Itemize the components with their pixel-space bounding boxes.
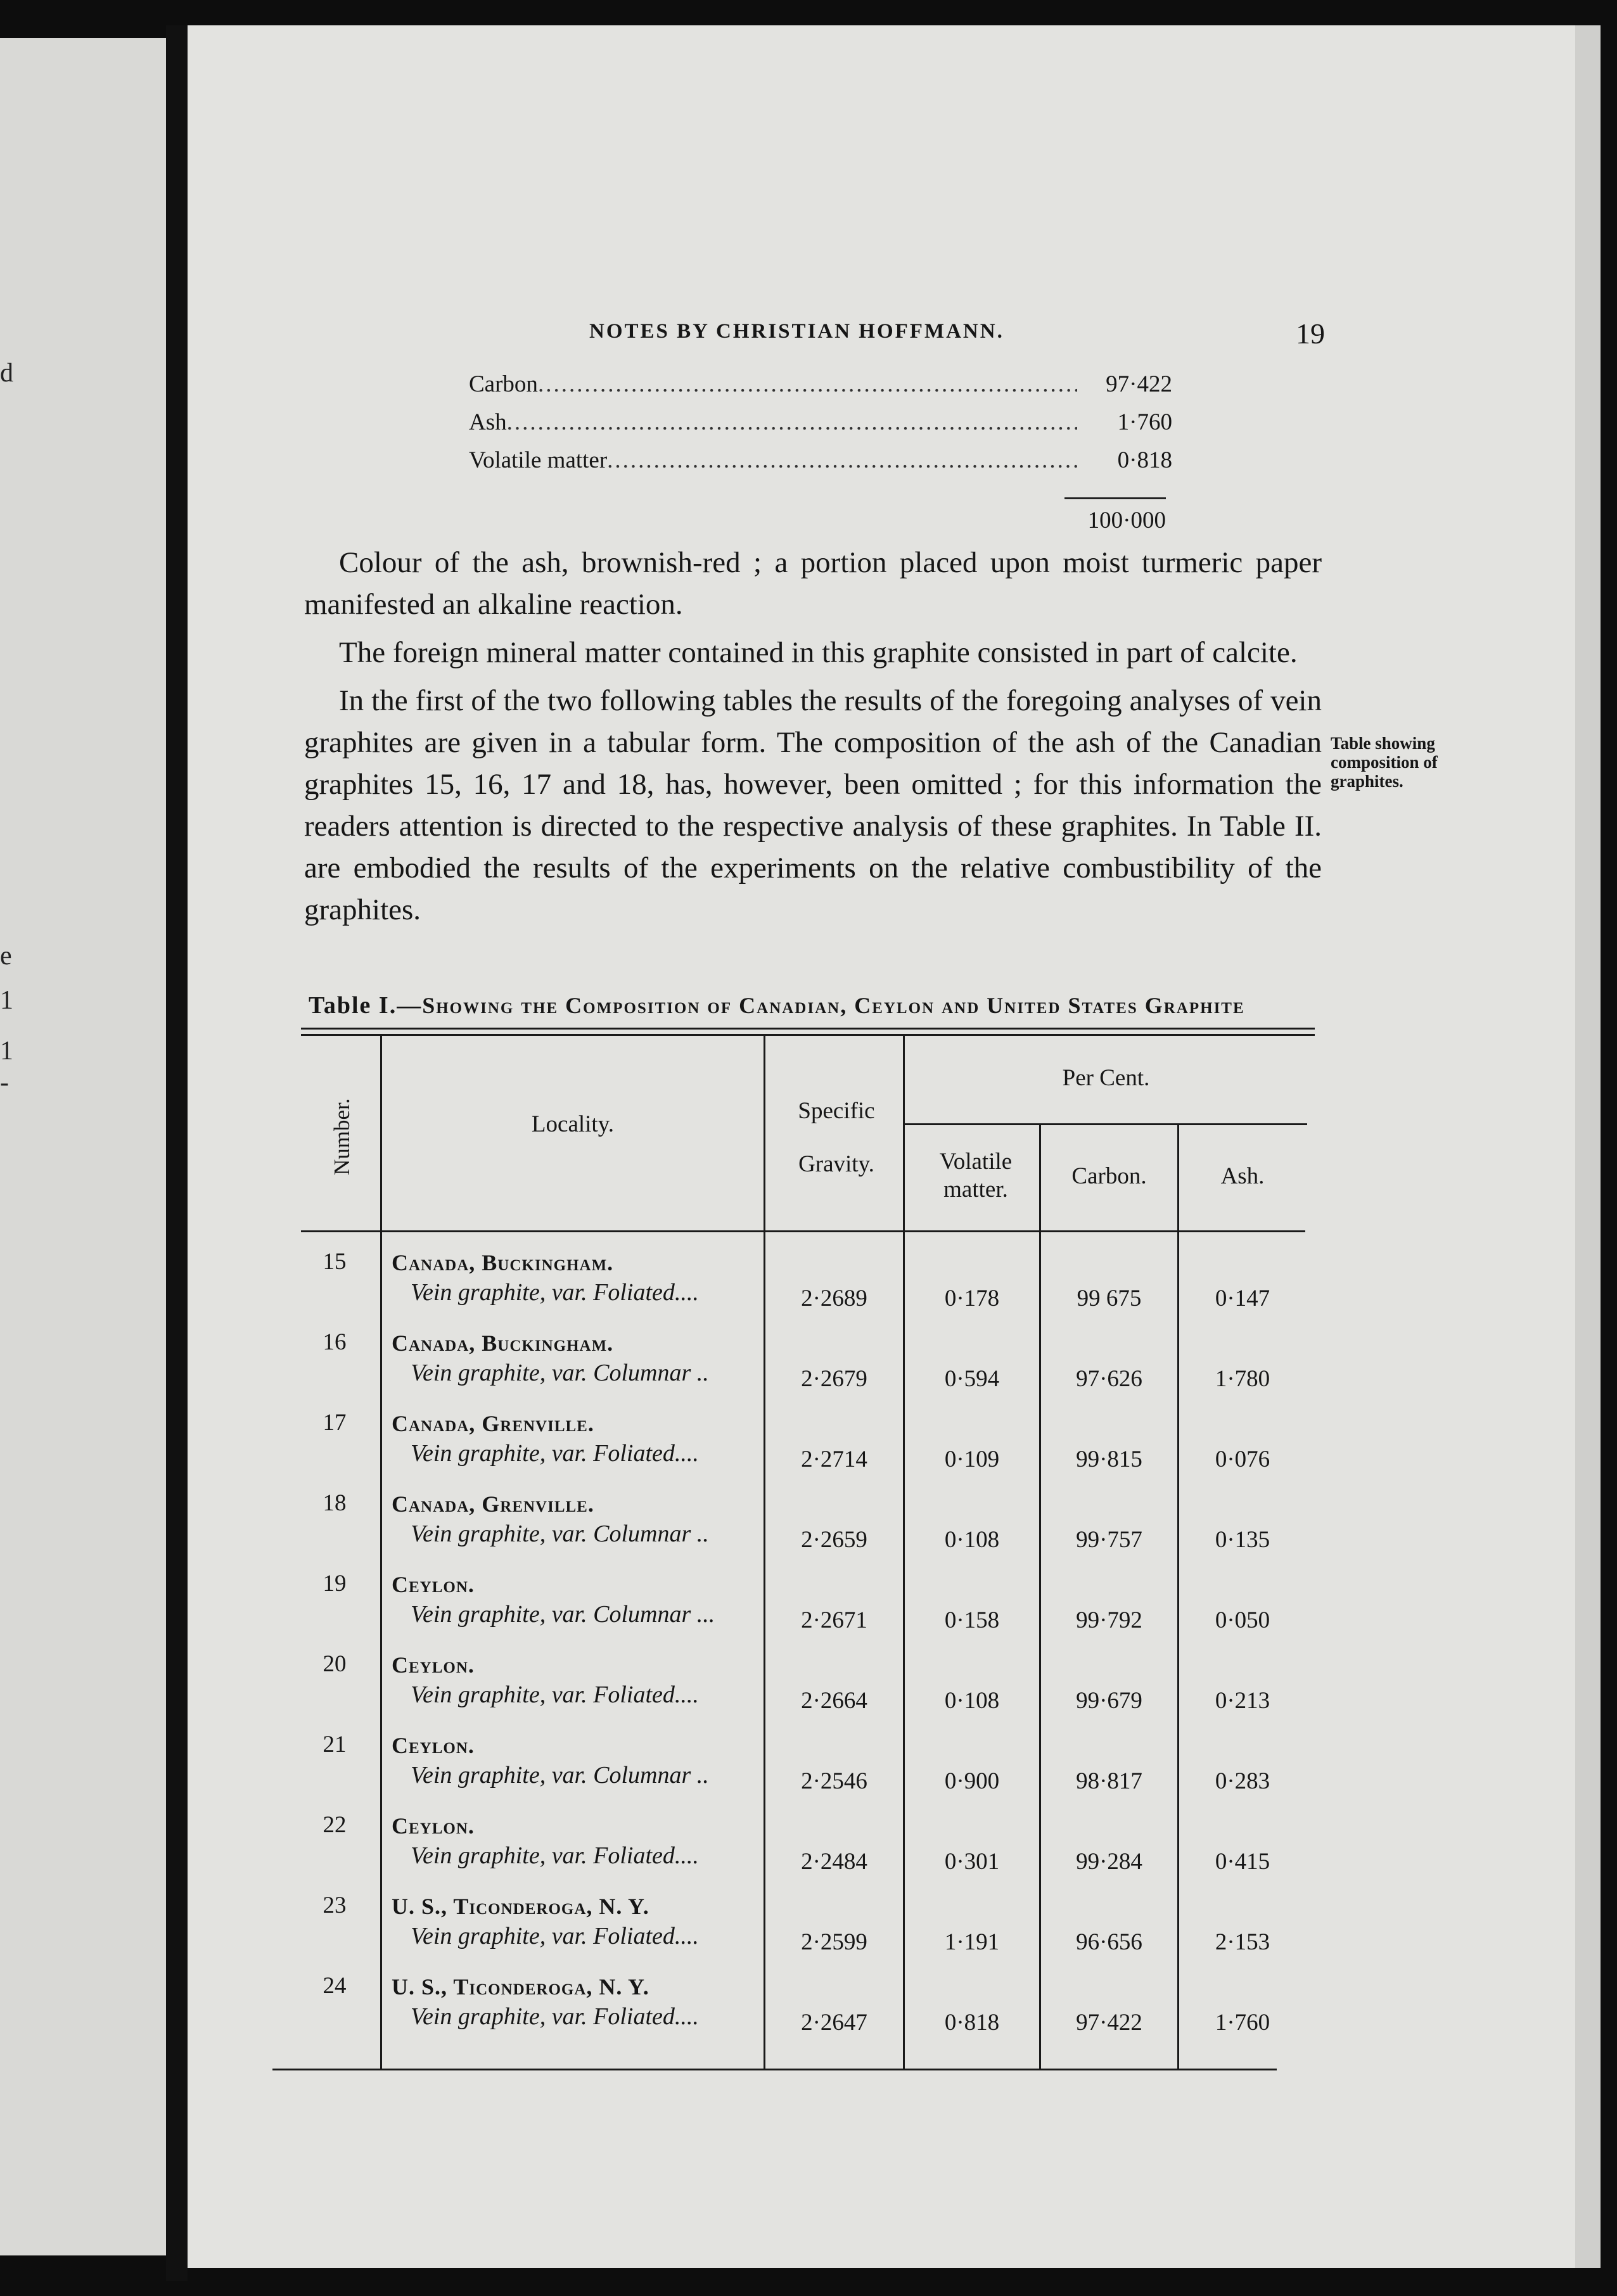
leader-dots — [507, 409, 1077, 436]
row-ash: 0·415 — [1215, 1849, 1270, 1875]
row-locality: U. S., Ticonderoga, N. Y. — [392, 1974, 649, 1999]
row-specific-gravity: 2·2689 — [801, 1285, 867, 1311]
left-page-fragment: e — [0, 941, 12, 971]
analysis-value: 0·818 — [1117, 447, 1172, 473]
row-volatile: 0·109 — [944, 1446, 1000, 1472]
row-variety: Vein graphite, var. Foliated.... — [411, 2003, 699, 2030]
row-specific-gravity: 2·2484 — [801, 1849, 867, 1875]
analysis-value: 1·760 — [1117, 409, 1172, 435]
table-title-text: Showing the Composition of Canadian, Ceylon and United States Graphite — [422, 993, 1245, 1018]
row-specific-gravity: 2·2647 — [801, 2010, 867, 2036]
row-volatile: 0·178 — [944, 1285, 1000, 1311]
row-number: 19 — [323, 1571, 347, 1597]
row-carbon: 99·815 — [1076, 1446, 1142, 1472]
header-carbon: Carbon. — [1071, 1163, 1147, 1189]
row-carbon: 98·817 — [1076, 1768, 1142, 1794]
row-carbon: 99·284 — [1076, 1849, 1142, 1875]
row-locality: Ceylon. — [392, 1652, 475, 1678]
leader-dots — [538, 371, 1077, 398]
row-number: 20 — [323, 1651, 347, 1677]
row-carbon: 97·626 — [1076, 1366, 1142, 1392]
row-ash: 2·153 — [1215, 1929, 1270, 1955]
header-rule — [301, 1230, 1305, 1232]
row-ash: 1·780 — [1215, 1366, 1270, 1392]
margin-note: Table showing composition of graphites. — [1331, 734, 1438, 791]
row-variety: Vein graphite, var. Foliated.... — [411, 1279, 699, 1306]
analysis-label: Ash — [469, 409, 507, 435]
row-specific-gravity: 2·2714 — [801, 1446, 867, 1472]
row-ash: 0·076 — [1215, 1446, 1270, 1472]
header-locality: Locality. — [531, 1111, 615, 1137]
analysis-list — [469, 371, 1172, 485]
paragraph: Colour of the ash, brownish-red ; a portion placed upon moist turmeric paper manifested an alkaline reaction. — [304, 546, 1322, 621]
row-locality: Ceylon. — [392, 1572, 475, 1597]
total-rule — [1064, 497, 1166, 499]
header-ash: Ash. — [1220, 1163, 1265, 1189]
row-volatile: 0·158 — [944, 1607, 1000, 1633]
left-facing-page — [0, 38, 166, 2255]
left-page-fragment: d — [0, 359, 13, 388]
row-locality: Ceylon. — [392, 1813, 475, 1839]
running-head: NOTES BY CHRISTIAN HOFFMANN. — [589, 320, 1004, 343]
col-divider — [1039, 1125, 1041, 2069]
row-ash: 0·135 — [1215, 1527, 1270, 1553]
row-volatile: 0·900 — [944, 1768, 1000, 1794]
row-carbon: 99 675 — [1077, 1285, 1142, 1311]
row-volatile: 0·108 — [944, 1527, 1000, 1553]
row-variety: Vein graphite, var. Foliated.... — [411, 1842, 699, 1869]
table-title-prefix: Table I.— — [309, 992, 423, 1019]
row-number: 23 — [323, 1892, 347, 1918]
row-volatile: 1·191 — [944, 1929, 1000, 1955]
col-divider — [380, 1036, 382, 2069]
rule-top-2 — [301, 1034, 1315, 1036]
row-specific-gravity: 2·2599 — [801, 1929, 867, 1955]
left-page-fragment: - — [0, 1068, 9, 1097]
row-volatile: 0·301 — [944, 1849, 1000, 1875]
row-number: 21 — [323, 1732, 347, 1757]
per-cent-rule — [905, 1123, 1307, 1125]
page-edge — [1575, 25, 1601, 2268]
page-number: 19 — [1296, 317, 1325, 350]
book-gutter — [166, 25, 188, 2281]
row-number: 22 — [323, 1812, 347, 1838]
row-carbon: 99·757 — [1076, 1527, 1142, 1553]
row-specific-gravity: 2·2671 — [801, 1607, 867, 1633]
left-page-fragment: 1 — [0, 986, 13, 1015]
row-carbon: 99·792 — [1076, 1607, 1142, 1633]
col-divider — [1177, 1125, 1179, 2069]
row-number: 18 — [323, 1490, 347, 1516]
header-specific-gravity: Specific Gravity. — [798, 1098, 875, 1177]
row-ash: 0·050 — [1215, 1607, 1270, 1633]
row-number: 24 — [323, 1973, 347, 1999]
row-volatile: 0·594 — [944, 1366, 1000, 1392]
row-variety: Vein graphite, var. Foliated.... — [411, 1440, 699, 1467]
row-variety: Vein graphite, var. Columnar .. — [411, 1360, 709, 1386]
row-variety: Vein graphite, var. Columnar ... — [411, 1601, 715, 1628]
body-text — [304, 542, 1322, 937]
analysis-label: Volatile matter — [469, 447, 608, 473]
left-page-fragment: 1 — [0, 1036, 13, 1066]
analysis-value: 97·422 — [1106, 371, 1172, 397]
row-ash: 1·760 — [1215, 2010, 1270, 2036]
analysis-row — [469, 447, 1172, 485]
row-carbon: 96·656 — [1076, 1929, 1142, 1955]
row-variety: Vein graphite, var. Foliated.... — [411, 1923, 699, 1949]
analysis-total: 100·000 — [1087, 507, 1166, 533]
row-carbon: 97·422 — [1076, 2010, 1142, 2036]
row-variety: Vein graphite, var. Columnar .. — [411, 1762, 709, 1789]
row-number: 15 — [323, 1249, 347, 1275]
row-locality: Canada, Grenville. — [392, 1411, 594, 1436]
analysis-label: Carbon — [469, 371, 538, 397]
row-variety: Vein graphite, var. Columnar .. — [411, 1521, 709, 1547]
row-volatile: 0·108 — [944, 1688, 1000, 1714]
row-ash: 0·213 — [1215, 1688, 1270, 1714]
row-number: 17 — [323, 1410, 347, 1436]
row-ash: 0·283 — [1215, 1768, 1270, 1794]
row-locality: Canada, Buckingham. — [392, 1330, 614, 1356]
row-volatile: 0·818 — [944, 2010, 1000, 2036]
header-number: Number. — [329, 1098, 354, 1175]
paragraph: In the first of the two following tables the results of the foregoing analyses of vein graphites are given in a tabular form. The composition of the ash of the Canadian graphites 15, 16, 17 and 18, has, however, been omitted ; for this information the readers attention is directed to the respective analysis of these graphites. In Table II. are embodied the results of the experiments on the relative combustibility of the graphites. — [304, 684, 1322, 926]
row-locality: U. S., Ticonderoga, N. Y. — [392, 1894, 649, 1919]
leader-dots — [607, 447, 1077, 474]
header-volatile: Volatile matter. — [939, 1149, 1013, 1202]
row-ash: 0·147 — [1215, 1285, 1270, 1311]
row-locality: Canada, Grenville. — [392, 1491, 594, 1517]
row-number: 16 — [323, 1329, 347, 1355]
rule-bottom — [272, 2069, 1277, 2070]
header-per-cent: Per Cent. — [1062, 1065, 1150, 1091]
row-specific-gravity: 2·2659 — [801, 1527, 867, 1553]
rule-top — [301, 1028, 1315, 1030]
paragraph: The foreign mineral matter contained in this graphite consisted in part of calcite. — [339, 636, 1298, 669]
row-specific-gravity: 2·2664 — [801, 1688, 867, 1714]
analysis-row — [469, 371, 1172, 409]
row-variety: Vein graphite, var. Foliated.... — [411, 1681, 699, 1708]
row-specific-gravity: 2·2546 — [801, 1768, 867, 1794]
row-carbon: 99·679 — [1076, 1688, 1142, 1714]
row-locality: Canada, Buckingham. — [392, 1250, 614, 1275]
table-title — [309, 992, 1316, 1019]
analysis-row — [469, 409, 1172, 447]
row-locality: Ceylon. — [392, 1733, 475, 1758]
row-specific-gravity: 2·2679 — [801, 1366, 867, 1392]
